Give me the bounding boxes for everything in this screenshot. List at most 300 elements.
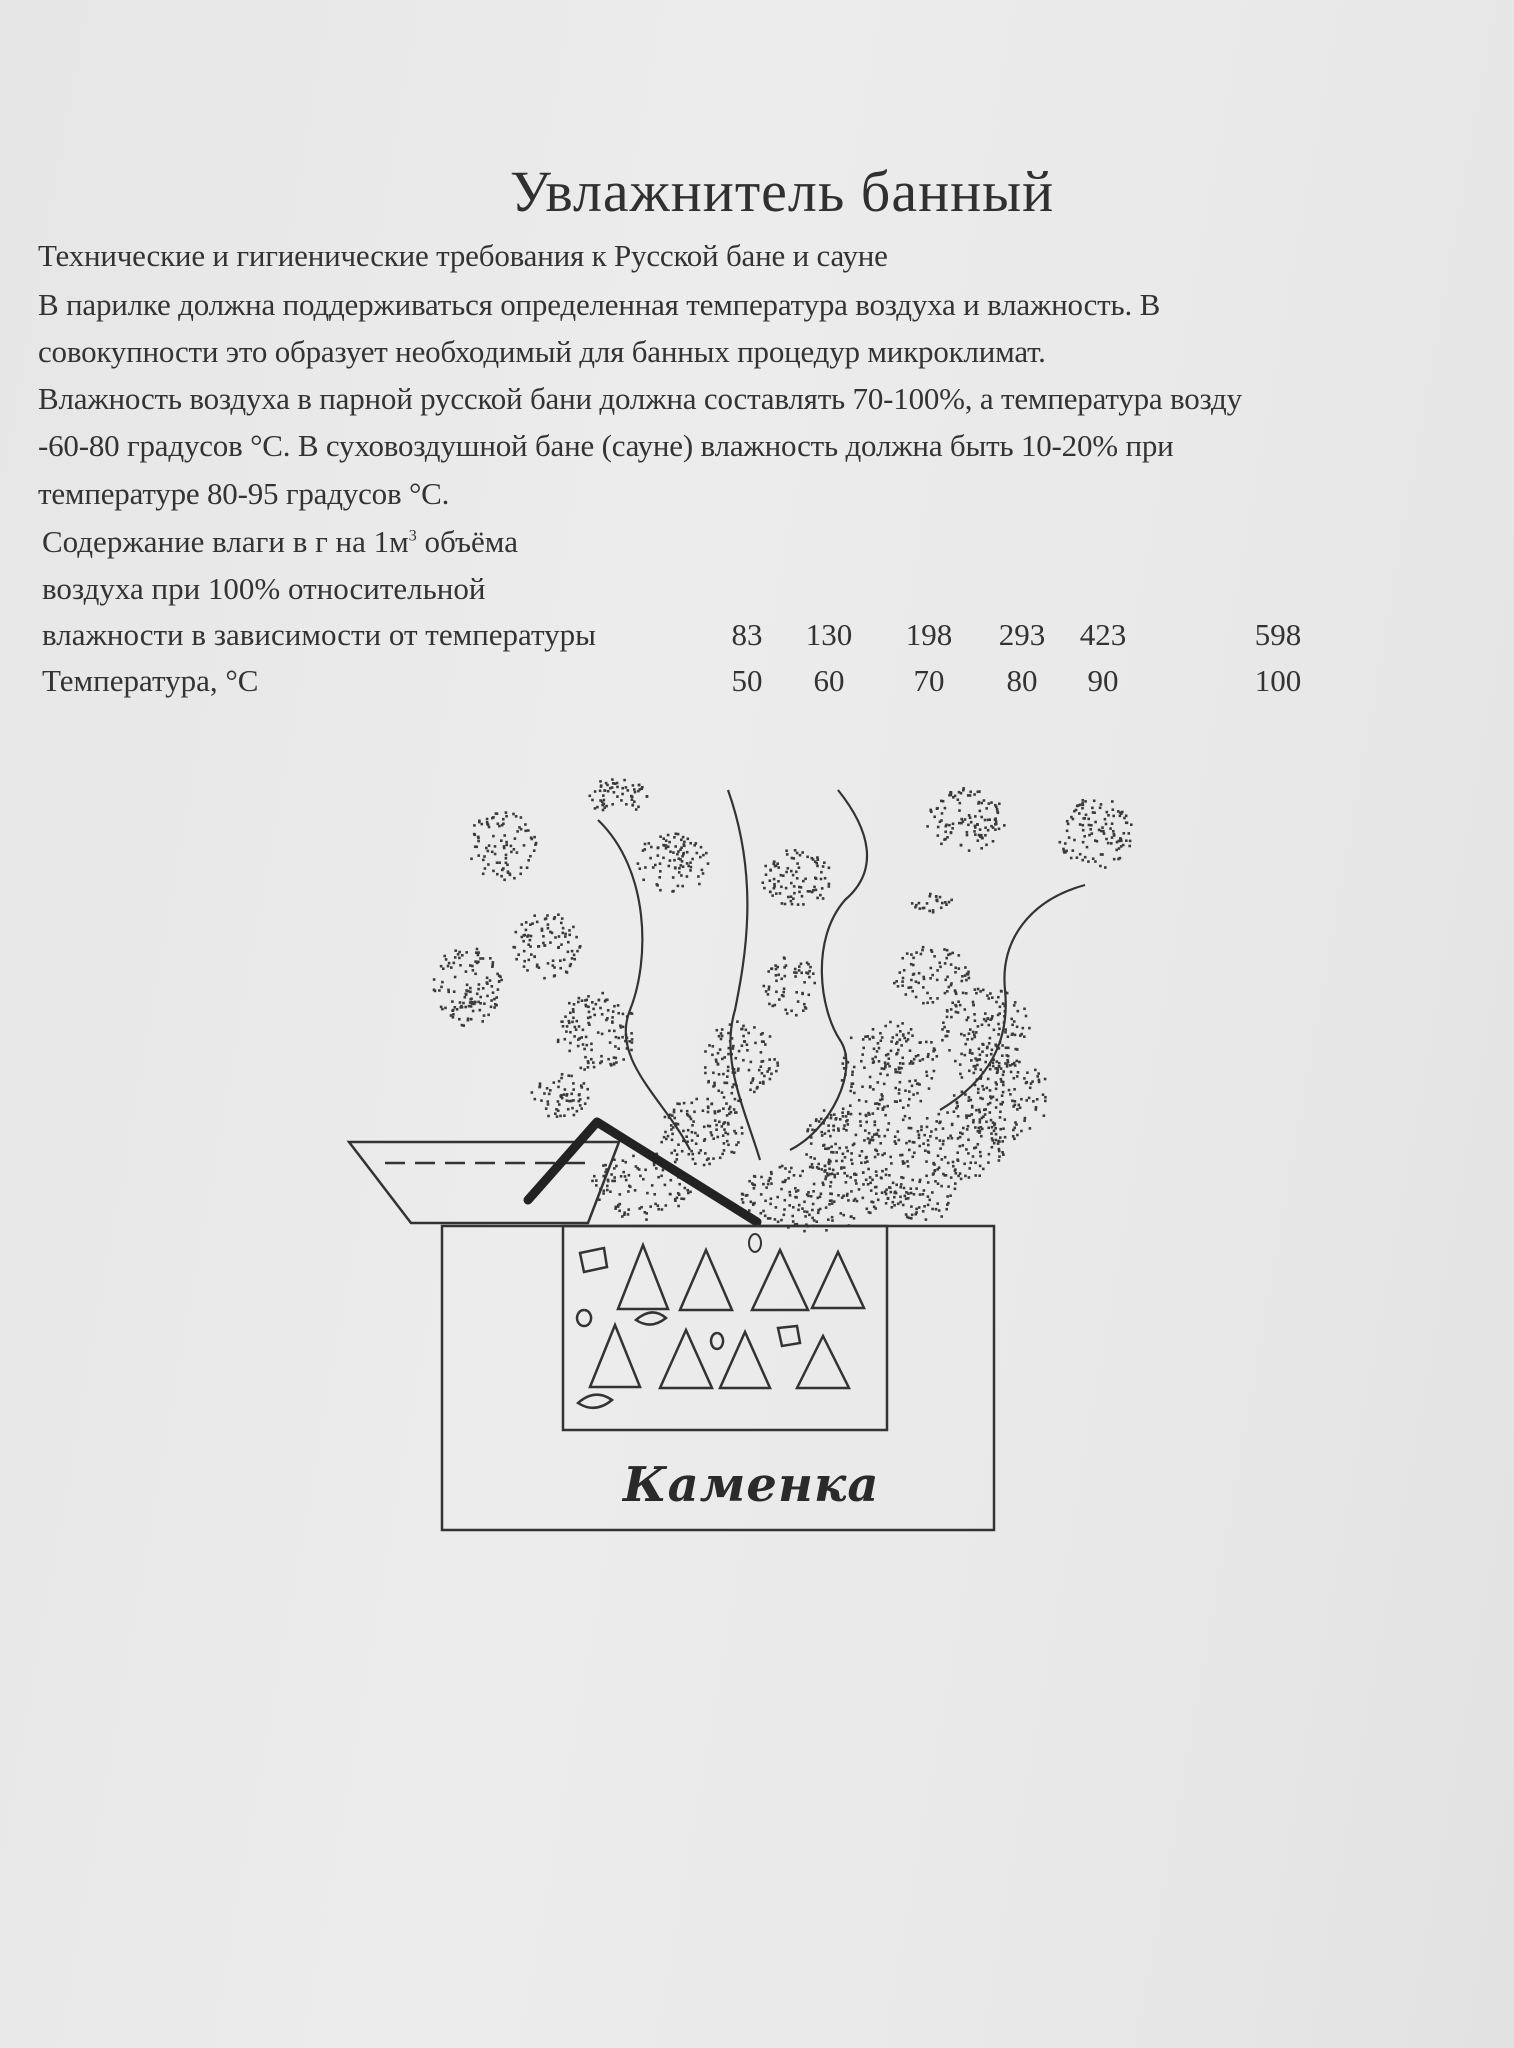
steam-dot [979,1097,982,1100]
steam-dot [885,1054,888,1057]
steam-dot [844,1156,847,1159]
steam-dot [854,1179,857,1182]
steam-dot [1123,832,1126,835]
steam-dot [774,865,777,868]
steam-dot [558,935,561,938]
steam-dot [1013,1020,1016,1023]
steam-dot [482,859,485,862]
steam-dot [972,1031,975,1034]
steam-dot [969,817,972,820]
steam-dot [925,1175,928,1178]
steam-dot [632,1155,635,1158]
steam-dot [533,849,536,852]
steam-dot [996,1060,999,1063]
steam-dot [525,929,528,932]
steam-dot [927,1151,930,1154]
stone-triangle [812,1252,864,1308]
steam-dot [1125,815,1128,818]
steam-dot [858,1188,861,1191]
steam-dot [804,1215,807,1218]
steam-dot [733,1130,736,1133]
steam-dot [874,1056,877,1059]
steam-dot [1017,1010,1020,1013]
steam-dot [792,897,795,900]
steam-dot [1106,811,1109,814]
steam-dot [735,1057,738,1060]
steam-dot [1091,832,1094,835]
table-cell: 598 [1254,617,1302,652]
steam-dot [604,789,607,792]
steam-dot [787,896,790,899]
steam-dot [486,981,489,984]
steam-dot [664,1116,667,1119]
steam-dot [793,885,796,888]
steam-dot [810,1156,813,1159]
steam-dot [675,833,678,836]
steam-dot [615,1061,618,1064]
steam-dot [520,866,523,869]
steam-dot [938,962,941,965]
steam-dot [894,1191,897,1194]
steam-dot [746,1043,749,1046]
steam-dot [1076,856,1079,859]
steam-dot [974,826,977,829]
steam-dot [661,1208,664,1211]
steam-dot [553,1081,556,1084]
steam-dot [650,846,653,849]
steam-dot [621,1036,624,1039]
steam-dot [779,1166,782,1169]
steam-dot [754,1042,757,1045]
steam-dot [627,789,630,792]
steam-dot [820,1131,823,1134]
steam-dot [557,1041,560,1044]
steam-dot [477,951,480,954]
steam-dot [783,966,786,969]
steam-dot [491,964,494,967]
steam-dot [994,1127,997,1130]
steam-dot [569,1012,572,1015]
steam-dot [451,1000,454,1003]
steam-dot [763,985,766,988]
steam-dot [862,1183,865,1186]
steam-dot [1020,1098,1023,1101]
steam-dot [732,1045,735,1048]
steam-dot [619,1193,622,1196]
steam-dot [1013,1004,1016,1007]
steam-dot [638,784,641,787]
steam-dot [1002,1074,1005,1077]
steam-dot [815,1118,818,1121]
steam-dot [447,965,450,968]
steam-dot [529,923,532,926]
steam-dot [615,1057,618,1060]
steam-dot [475,846,478,849]
steam-dot [996,1099,999,1102]
steam-dot [989,992,992,995]
steam-dot [701,869,704,872]
steam-dot [862,1197,865,1200]
steam-dot [784,903,787,906]
steam-dot [583,1082,586,1085]
steam-dot [534,1098,537,1101]
steam-dot [712,1157,715,1160]
steam-dot [1004,1062,1007,1065]
steam-dot [926,825,929,828]
steam-dot [927,1053,930,1056]
steam-dot [903,1162,906,1165]
steam-dot [566,1025,569,1028]
steam-dot [691,1131,694,1134]
steam-dot [790,870,793,873]
steam-dot [874,1149,877,1152]
steam-dot [913,973,916,976]
steam-dot [831,1219,834,1222]
steam-dot [472,1010,475,1013]
steam-dot [783,1208,786,1211]
steam-dot [486,977,489,980]
steam-dot [941,1158,944,1161]
steam-dot [933,1070,936,1073]
steam-dot [862,1038,865,1041]
steam-dot [576,950,579,953]
steam-dot [894,1068,897,1071]
steam-dot [490,999,493,1002]
steam-dot [971,1052,974,1055]
steam-dot [544,944,547,947]
steam-dot [967,971,970,974]
steam-dot [564,1088,567,1091]
steam-dot [918,902,921,905]
steam-dot [867,1137,870,1140]
steam-dot [914,1079,917,1082]
steam-dot [1002,1070,1005,1073]
steam-dot [825,1206,828,1209]
steam-dot [872,1139,875,1142]
steam-dot [680,1197,683,1200]
steam-dot [505,862,508,865]
steam-dot [797,903,800,906]
steam-dot [689,861,692,864]
steam-dot [991,1015,994,1018]
steam-dot [720,1038,723,1041]
steam-dot [972,1121,975,1124]
steam-dot [892,1182,895,1185]
steam-dot [1082,829,1085,832]
steam-dot [790,895,793,898]
steam-dot [904,1115,907,1118]
steam-dot [478,983,481,986]
steam-dot [707,1081,710,1084]
steam-dot [998,1155,1001,1158]
steam-dot [962,1144,965,1147]
steam-dot [962,992,965,995]
steam-dot [748,1180,751,1183]
steam-dot [746,1049,749,1052]
steam-dot [973,793,976,796]
steam-dot [660,1175,663,1178]
steam-dot [997,1033,1000,1036]
steam-dot [548,1093,551,1096]
steam-dot [798,1204,801,1207]
steam-dot [887,1197,890,1200]
steam-dot [685,1135,688,1138]
steam-dot [994,1139,997,1142]
steam-dot [538,966,541,969]
steam-dot [1093,800,1096,803]
steam-dot [944,1156,947,1159]
steam-dot [622,1159,625,1162]
steam-dot [875,1186,878,1189]
steam-dot [1024,1117,1027,1120]
steam-dot [485,847,488,850]
steam-dot [796,862,799,865]
steam-dot [828,1203,831,1206]
steam-dot [542,942,545,945]
steam-dot [899,1030,902,1033]
steam-dot [482,987,485,990]
steam-dot [908,1140,911,1143]
steam-dot [1066,820,1069,823]
steam-dot [692,1158,695,1161]
steam-dot [773,883,776,886]
steam-dot [543,1092,546,1095]
steam-dot [835,1160,838,1163]
steam-dot [918,1206,921,1209]
steam-dot [847,1123,850,1126]
steam-dot [968,1176,971,1179]
steam-dot [872,1088,875,1091]
steam-dot [682,836,685,839]
steam-dot [1082,817,1085,820]
steam-dot [477,961,480,964]
steam-dot [721,1035,724,1038]
steam-dot [950,1176,953,1179]
steam-dot [1125,839,1128,842]
steam-dot [1086,846,1089,849]
steam-dot [897,1130,900,1133]
steam-dot [1117,840,1120,843]
steam-dot [957,1137,960,1140]
steam-dot [871,1179,874,1182]
steam-dot [960,844,963,847]
steam-dot [841,1111,844,1114]
steam-dot [946,836,949,839]
steam-dot [774,1004,777,1007]
steam-dot [944,979,947,982]
steam-dot [612,1010,615,1013]
steam-dot [742,1201,745,1204]
steam-dot [910,1192,913,1195]
steam-dot [812,1190,815,1193]
steam-dot [950,1016,953,1019]
steam-dot [946,949,949,952]
steam-dot [900,1067,903,1070]
steam-dot [924,1149,927,1152]
steam-dot [891,1206,894,1209]
steam-dot [1009,1093,1012,1096]
steam-dot [602,1192,605,1195]
steam-dot [678,1183,681,1186]
steam-dot [620,1175,623,1178]
steam-dot [673,836,676,839]
steam-dot [741,1126,744,1129]
steam-dot [1110,842,1113,845]
steam-dot [785,887,788,890]
steam-dot [741,1028,744,1031]
steam-dot [745,1029,748,1032]
steam-dot [802,1009,805,1012]
steam-dot [496,812,499,815]
steam-dot [926,1117,929,1120]
steam-dot [834,1143,837,1146]
steam-dot [736,1020,739,1023]
steam-dot [860,1162,863,1165]
steam-dot [910,1205,913,1208]
steam-dot [937,1182,940,1185]
steam-dot [691,858,694,861]
steam-dot [935,1128,938,1131]
steam-dot [729,1106,732,1109]
steam-dot [805,1007,808,1010]
steam-dot [453,990,456,993]
steam-dot [1104,866,1107,869]
steam-dot [900,1044,903,1047]
steam-dot [648,842,651,845]
steam-dot [902,1062,905,1065]
steam-dot [660,1141,663,1144]
steam-dot [690,1150,693,1153]
steam-dot [573,1114,576,1117]
steam-dot [967,1125,970,1128]
steam-dot [911,1214,914,1217]
steam-dot [897,1203,900,1206]
steam-dot [972,1004,975,1007]
steam-dot [974,815,977,818]
steam-dot [966,1019,969,1022]
steam-dot [880,1177,883,1180]
steam-dot [454,976,457,979]
steam-dot [905,1142,908,1145]
steam-dot [1099,865,1102,868]
steam-dot [850,1216,853,1219]
steam-dot [769,1203,772,1206]
steam-dot [968,1070,971,1073]
steam-dot [742,1025,745,1028]
steam-dot [936,1055,939,1058]
steam-dot [931,1058,934,1061]
steam-dot [968,849,971,852]
steam-dot [607,1180,610,1183]
steam-dot [868,1211,871,1214]
steam-dot [475,951,478,954]
steam-dot [774,1218,777,1221]
steam-dot [529,939,532,942]
steam-dot [1016,1134,1019,1137]
steam-dot [944,831,947,834]
steam-dot [947,1185,950,1188]
steam-dot [712,1072,715,1075]
steam-dot [586,1044,589,1047]
steam-dot [825,1175,828,1178]
steam-dot [768,1058,771,1061]
steam-dot [881,1095,884,1098]
steam-dot [941,812,944,815]
steam-dot [991,996,994,999]
steam-dot [686,875,689,878]
steam-dot [591,799,594,802]
steam-dot [964,966,967,969]
steam-dot [570,1093,573,1096]
steam-dot [991,1146,994,1149]
steam-dot [770,1073,773,1076]
steam-dot [718,1121,721,1124]
steam-dot [567,941,570,944]
steam-dot [1072,818,1075,821]
steam-dot [825,1229,828,1232]
steam-dot [902,977,905,980]
steam-dot [1084,856,1087,859]
steam-dot [1130,823,1133,826]
steam-dot [910,963,913,966]
steam-dot [988,1042,991,1045]
steam-dot [562,932,565,935]
steam-dot [975,992,978,995]
steam-dot [904,1089,907,1092]
steam-dot [1115,849,1118,852]
steam-dot [654,1203,657,1206]
steam-dot [912,1156,915,1159]
steam-dot [780,1219,783,1222]
table-cell: 70 [913,663,945,698]
steam-dot [642,849,645,852]
steam-dot [781,994,784,997]
steam-dot [727,1122,730,1125]
steam-dot [989,1089,992,1092]
steam-dot [516,851,519,854]
steam-dot [784,1009,787,1012]
steam-dot [644,1169,647,1172]
stone-triangle [680,1250,732,1310]
steam-dot [988,818,991,821]
steam-dot [830,1145,833,1148]
steam-dot [700,846,703,849]
steam-dot [677,885,680,888]
steam-dot [442,967,445,970]
steam-dot [794,849,797,852]
steam-dot [908,1098,911,1101]
steam-dot [702,1109,705,1112]
steam-dot [1020,1130,1023,1133]
steam-dot [967,824,970,827]
steam-dot [988,1024,991,1027]
steam-dot [734,1111,737,1114]
steam-dot [807,963,810,966]
steam-dot [1007,1055,1010,1058]
steam-dot [911,1034,914,1037]
steam-dot [500,839,503,842]
steam-dot [938,1209,941,1212]
paragraph-heading: Технические и гигиенические требования к Русской бане и сауне [38,238,888,273]
steam-dot [813,1219,816,1222]
steam-dot [925,1041,928,1044]
steam-dot [481,823,484,826]
steam-dot [617,1047,620,1050]
steam-dot [902,1119,905,1122]
steam-dot [773,860,776,863]
steam-dot [979,828,982,831]
steam-dot [814,860,817,863]
